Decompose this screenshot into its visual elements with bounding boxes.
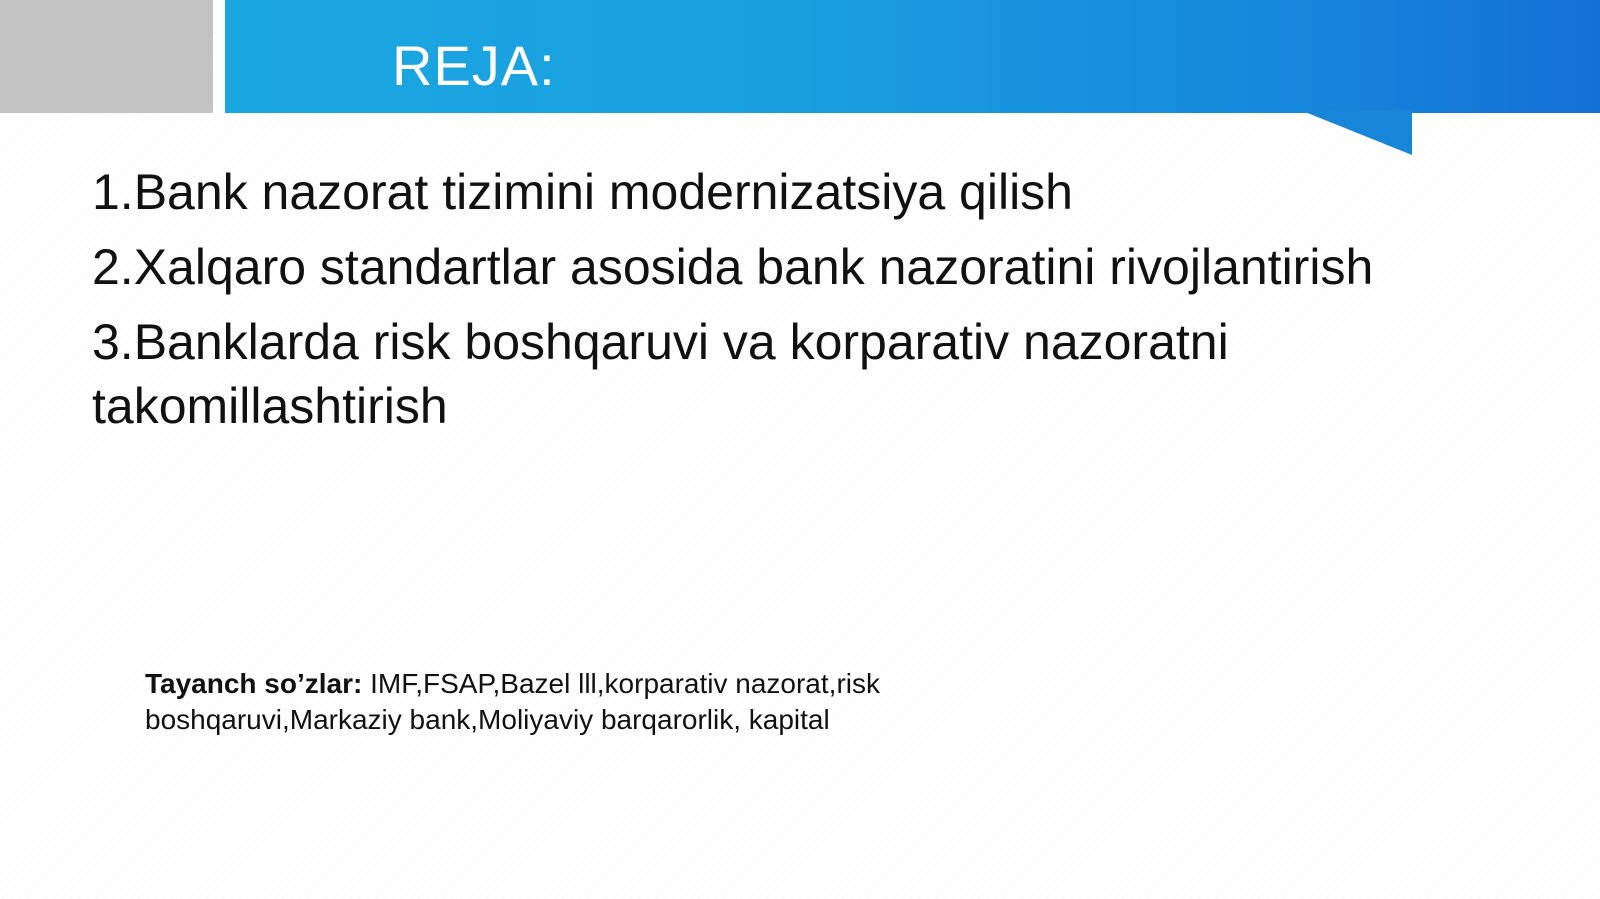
plan-list	[92, 160, 1532, 449]
header-gray-block	[0, 0, 213, 113]
slide-title: REJA:	[392, 34, 556, 97]
keywords-paragraph	[145, 666, 965, 738]
plan-item-2: 2.Xalqaro standartlar asosida bank nazoratini rivojlantirish	[92, 239, 1374, 295]
keywords-text: IMF,FSAP,Bazel lll,korparativ nazorat,risk boshqaruvi,Markaziy bank,Moliyaviy barqarorlik, kapital	[145, 668, 880, 735]
plan-item-3: 3.Banklarda risk boshqaruvi va korparativ nazoratni takomillashtirish	[92, 314, 1229, 434]
plan-item-1: 1.Bank nazorat tizimini modernizatsiya qilish	[92, 164, 1073, 220]
keywords-label: Tayanch so’zlar:	[145, 668, 363, 699]
